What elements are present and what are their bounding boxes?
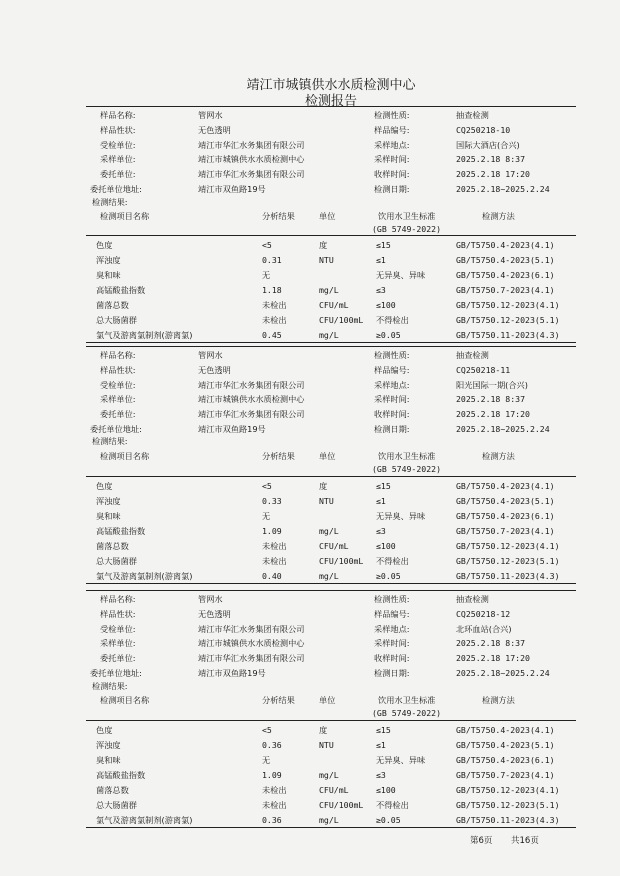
client-address-value: 靖江市双鱼路19号 bbox=[198, 184, 266, 194]
sampling-unit-label: 采样单位: bbox=[100, 638, 136, 649]
sample-nature-value: 无色透明 bbox=[198, 364, 231, 375]
result-unit: CFU/mL bbox=[319, 785, 349, 795]
client-unit-label: 委托单位: bbox=[100, 653, 136, 664]
result-item: 氯气及游离氯制剂(游离氯) bbox=[96, 330, 193, 340]
result-standard: ≤3 bbox=[376, 285, 386, 295]
sampling-time-label: 采样时间: bbox=[374, 638, 410, 649]
sample-number-value: CQ250218-10 bbox=[456, 124, 511, 135]
result-item: 总大肠菌群 bbox=[96, 800, 137, 810]
inspection-type-value: 抽查检测 bbox=[456, 350, 489, 360]
sampling-location-label: 采样地点: bbox=[374, 623, 410, 634]
result-method: GB/T5750.4-2023(6.1) bbox=[456, 755, 555, 765]
sample-nature-label: 样品性状: bbox=[100, 608, 136, 619]
result-method: GB/T5750.12-2023(4.1) bbox=[456, 300, 560, 310]
inspection-type-value: 抽查检测 bbox=[456, 110, 489, 120]
result-value: 1.18 bbox=[262, 285, 282, 295]
result-unit: mg/L bbox=[319, 770, 339, 780]
result-row bbox=[86, 298, 576, 312]
sampling-unit-label: 采样单位: bbox=[100, 394, 136, 405]
result-row bbox=[86, 813, 576, 827]
sample-number-value: CQ250218-11 bbox=[456, 364, 511, 375]
client-address-value: 靖江市双鱼路19号 bbox=[198, 668, 266, 678]
col-unit-header: 单位 bbox=[319, 211, 336, 221]
sampling-unit-value: 靖江市城镇供水水质检测中心 bbox=[198, 154, 305, 165]
result-standard: ≤100 bbox=[376, 785, 396, 795]
sample-name-label: 样品名称: bbox=[100, 110, 136, 120]
sample-number-label: 样品编号: bbox=[374, 124, 410, 135]
col-standard-code: (GB 5749-2022) bbox=[372, 464, 442, 474]
info-row bbox=[86, 378, 576, 392]
result-standard: ≤15 bbox=[376, 240, 391, 250]
result-row bbox=[86, 509, 576, 523]
result-unit: CFU/mL bbox=[319, 541, 349, 551]
results-label: 检测结果: bbox=[92, 436, 128, 446]
result-unit: mg/L bbox=[319, 330, 339, 340]
result-value: <5 bbox=[262, 481, 272, 491]
result-item: 浑浊度 bbox=[96, 740, 121, 750]
info-row bbox=[86, 363, 576, 377]
result-unit: NTU bbox=[319, 255, 334, 265]
result-item: 浑浊度 bbox=[96, 496, 121, 506]
result-method: GB/T5750.4-2023(4.1) bbox=[456, 481, 555, 491]
sampling-time-value: 2025.2.18 8:37 bbox=[456, 154, 526, 165]
sampling-time-value: 2025.2.18 8:37 bbox=[456, 394, 526, 405]
result-row bbox=[86, 798, 576, 812]
result-standard: ≤100 bbox=[376, 541, 396, 551]
col-item-header: 检测项目名称 bbox=[100, 695, 150, 705]
info-row bbox=[86, 138, 576, 152]
info-row bbox=[86, 167, 576, 181]
col-method-header: 检测方法 bbox=[482, 451, 515, 461]
info-row bbox=[86, 666, 576, 680]
result-unit: 度 bbox=[319, 725, 328, 735]
result-unit: mg/L bbox=[319, 815, 339, 825]
results-header bbox=[86, 449, 576, 463]
sample-number-value: CQ250218-12 bbox=[456, 608, 511, 619]
result-value: 未检出 bbox=[262, 800, 287, 810]
receive-time-value: 2025.2.18 17:20 bbox=[456, 653, 530, 664]
result-unit: CFU/100mL bbox=[319, 800, 364, 810]
result-item: 菌落总数 bbox=[96, 785, 129, 795]
result-item: 高锰酸盐指数 bbox=[96, 285, 146, 295]
client-unit-label: 委托单位: bbox=[100, 169, 136, 180]
results-label: 检测结果: bbox=[92, 197, 128, 207]
result-standard: 无异臭、异味 bbox=[376, 755, 426, 765]
result-standard: 不得检出 bbox=[376, 800, 409, 810]
result-value: 1.09 bbox=[262, 770, 282, 780]
test-date-value: 2025.2.18~2025.2.24 bbox=[456, 424, 550, 434]
results-header bbox=[86, 209, 576, 223]
divider bbox=[86, 827, 576, 828]
result-row bbox=[86, 268, 576, 282]
result-unit: NTU bbox=[319, 496, 334, 506]
result-row bbox=[86, 524, 576, 538]
sampling-location-label: 采样地点: bbox=[374, 139, 410, 150]
inspection-type-label: 检测性质: bbox=[374, 594, 410, 604]
result-unit: 度 bbox=[319, 240, 328, 250]
client-address-label: 委托单位地址: bbox=[90, 184, 142, 194]
sample-number-label: 样品编号: bbox=[374, 608, 410, 619]
divider bbox=[86, 590, 576, 591]
results-header-standard bbox=[86, 222, 576, 236]
result-row bbox=[86, 783, 576, 797]
col-item-header: 检测项目名称 bbox=[100, 211, 150, 221]
result-row bbox=[86, 569, 576, 583]
receive-time-value: 2025.2.18 17:20 bbox=[456, 169, 530, 180]
sampling-time-value: 2025.2.18 8:37 bbox=[456, 638, 526, 649]
sample-number-label: 样品编号: bbox=[374, 364, 410, 375]
inspected-unit-value: 靖江市华汇水务集团有限公司 bbox=[198, 139, 305, 150]
result-row bbox=[86, 723, 576, 737]
sampling-unit-value: 靖江市城镇供水水质检测中心 bbox=[198, 394, 305, 405]
result-standard: ≤1 bbox=[376, 740, 386, 750]
col-method-header: 检测方法 bbox=[482, 211, 515, 221]
sampling-location-value: 北环血站(合兴) bbox=[456, 623, 512, 634]
result-unit: NTU bbox=[319, 740, 334, 750]
result-unit: mg/L bbox=[319, 285, 339, 295]
info-row bbox=[86, 651, 576, 665]
col-standard-code: (GB 5749-2022) bbox=[372, 708, 442, 718]
result-row bbox=[86, 738, 576, 752]
result-method: GB/T5750.12-2023(5.1) bbox=[456, 800, 560, 810]
inspection-type-label: 检测性质: bbox=[374, 350, 410, 360]
result-standard: 无异臭、异味 bbox=[376, 511, 426, 521]
inspected-unit-value: 靖江市华汇水务集团有限公司 bbox=[198, 623, 305, 634]
client-unit-value: 靖江市华汇水务集团有限公司 bbox=[198, 409, 305, 420]
info-row bbox=[86, 622, 576, 636]
col-standard-header: 饮用水卫生标准 bbox=[378, 211, 436, 221]
info-row bbox=[86, 348, 576, 362]
result-row bbox=[86, 238, 576, 252]
sample-nature-value: 无色透明 bbox=[198, 608, 231, 619]
result-row bbox=[86, 753, 576, 767]
result-item: 氯气及游离氯制剂(游离氯) bbox=[96, 571, 193, 581]
sample-nature-value: 无色透明 bbox=[198, 124, 231, 135]
result-row bbox=[86, 283, 576, 297]
client-address-value: 靖江市双鱼路19号 bbox=[198, 424, 266, 434]
result-value: 0.33 bbox=[262, 496, 282, 506]
info-row bbox=[86, 407, 576, 421]
result-standard: ≤15 bbox=[376, 725, 391, 735]
info-row bbox=[86, 636, 576, 650]
divider bbox=[86, 342, 576, 343]
test-date-label: 检测日期: bbox=[374, 424, 410, 434]
result-standard: ≤3 bbox=[376, 770, 386, 780]
info-row bbox=[86, 392, 576, 406]
result-method: GB/T5750.12-2023(5.1) bbox=[456, 556, 560, 566]
result-row bbox=[86, 494, 576, 508]
col-unit-header: 单位 bbox=[319, 695, 336, 705]
result-value: 1.09 bbox=[262, 526, 282, 536]
result-value: 0.40 bbox=[262, 571, 282, 581]
result-method: GB/T5750.12-2023(5.1) bbox=[456, 315, 560, 325]
sample-name-label: 样品名称: bbox=[100, 350, 136, 360]
result-standard: 无异臭、异味 bbox=[376, 270, 426, 280]
test-date-label: 检测日期: bbox=[374, 668, 410, 678]
test-date-label: 检测日期: bbox=[374, 184, 410, 194]
results-header-standard bbox=[86, 462, 576, 476]
result-value: <5 bbox=[262, 725, 272, 735]
result-value: 无 bbox=[262, 755, 271, 765]
result-row bbox=[86, 253, 576, 267]
divider bbox=[86, 346, 576, 347]
result-item: 高锰酸盐指数 bbox=[96, 770, 146, 780]
report-subtitle: 检测报告 bbox=[304, 94, 357, 109]
info-row bbox=[86, 152, 576, 166]
col-item-header: 检测项目名称 bbox=[100, 451, 150, 461]
result-method: GB/T5750.4-2023(4.1) bbox=[456, 240, 555, 250]
result-item: 臭和味 bbox=[96, 511, 121, 521]
inspected-unit-label: 受检单位: bbox=[100, 623, 136, 634]
col-standard-header: 饮用水卫生标准 bbox=[378, 451, 436, 461]
col-standard-code: (GB 5749-2022) bbox=[372, 224, 442, 234]
result-row bbox=[86, 313, 576, 327]
page-number: 第6页 bbox=[470, 836, 493, 846]
result-standard: ≤1 bbox=[376, 255, 386, 265]
result-value: 无 bbox=[262, 270, 271, 280]
result-row bbox=[86, 768, 576, 782]
result-value: 未检出 bbox=[262, 541, 287, 551]
result-method: GB/T5750.4-2023(6.1) bbox=[456, 511, 555, 521]
result-unit: mg/L bbox=[319, 571, 339, 581]
inspection-type-label: 检测性质: bbox=[374, 110, 410, 120]
receive-time-label: 收样时间: bbox=[374, 653, 410, 664]
col-method-header: 检测方法 bbox=[482, 695, 515, 705]
result-standard: ≥0.05 bbox=[376, 571, 401, 581]
sampling-location-value: 阳光国际一期(合兴) bbox=[456, 379, 528, 390]
divider bbox=[86, 235, 576, 236]
result-row bbox=[86, 554, 576, 568]
result-item: 色度 bbox=[96, 725, 113, 735]
result-method: GB/T5750.4-2023(4.1) bbox=[456, 725, 555, 735]
result-item: 总大肠菌群 bbox=[96, 556, 137, 566]
result-standard: ≤100 bbox=[376, 300, 396, 310]
inspected-unit-label: 受检单位: bbox=[100, 379, 136, 390]
sampling-time-label: 采样时间: bbox=[374, 394, 410, 405]
result-item: 氯气及游离氯制剂(游离氯) bbox=[96, 815, 193, 825]
result-item: 色度 bbox=[96, 481, 113, 491]
result-standard: ≤3 bbox=[376, 526, 386, 536]
result-item: 色度 bbox=[96, 240, 113, 250]
result-row bbox=[86, 539, 576, 553]
result-standard: ≥0.05 bbox=[376, 815, 401, 825]
col-result-header: 分析结果 bbox=[262, 451, 295, 461]
result-value: 0.36 bbox=[262, 815, 282, 825]
result-value: 未检出 bbox=[262, 315, 287, 325]
sampling-location-label: 采样地点: bbox=[374, 379, 410, 390]
results-label: 检测结果: bbox=[92, 681, 128, 691]
result-method: GB/T5750.4-2023(6.1) bbox=[456, 270, 555, 280]
inspected-unit-value: 靖江市华汇水务集团有限公司 bbox=[198, 379, 305, 390]
result-value: 未检出 bbox=[262, 300, 287, 310]
receive-time-value: 2025.2.18 17:20 bbox=[456, 409, 530, 420]
client-unit-label: 委托单位: bbox=[100, 409, 136, 420]
sample-name-value: 管网水 bbox=[198, 350, 223, 360]
receive-time-label: 收样时间: bbox=[374, 409, 410, 420]
client-address-label: 委托单位地址: bbox=[90, 668, 142, 678]
result-unit: CFU/mL bbox=[319, 300, 349, 310]
result-method: GB/T5750.7-2023(4.1) bbox=[456, 770, 555, 780]
info-row bbox=[86, 123, 576, 137]
result-item: 总大肠菌群 bbox=[96, 315, 137, 325]
test-date-value: 2025.2.18~2025.2.24 bbox=[456, 184, 550, 194]
result-value: <5 bbox=[262, 240, 272, 250]
col-unit-header: 单位 bbox=[319, 451, 336, 461]
result-standard: 不得检出 bbox=[376, 556, 409, 566]
result-method: GB/T5750.4-2023(5.1) bbox=[456, 740, 555, 750]
inspected-unit-label: 受检单位: bbox=[100, 139, 136, 150]
col-result-header: 分析结果 bbox=[262, 695, 295, 705]
sample-name-value: 管网水 bbox=[198, 110, 223, 120]
result-value: 未检出 bbox=[262, 556, 287, 566]
divider bbox=[86, 583, 576, 584]
results-header bbox=[86, 693, 576, 707]
sample-nature-label: 样品性状: bbox=[100, 124, 136, 135]
result-method: GB/T5750.11-2023(4.3) bbox=[456, 815, 560, 825]
sampling-unit-value: 靖江市城镇供水水质检测中心 bbox=[198, 638, 305, 649]
result-item: 高锰酸盐指数 bbox=[96, 526, 146, 536]
report-page bbox=[86, 0, 576, 876]
result-method: GB/T5750.4-2023(5.1) bbox=[456, 255, 555, 265]
result-item: 菌落总数 bbox=[96, 541, 129, 551]
result-row bbox=[86, 328, 576, 342]
result-standard: ≤15 bbox=[376, 481, 391, 491]
result-item: 菌落总数 bbox=[96, 300, 129, 310]
col-result-header: 分析结果 bbox=[262, 211, 295, 221]
result-item: 臭和味 bbox=[96, 755, 121, 765]
sample-name-value: 管网水 bbox=[198, 594, 223, 604]
client-unit-value: 靖江市华汇水务集团有限公司 bbox=[198, 169, 305, 180]
inspection-type-value: 抽查检测 bbox=[456, 594, 489, 604]
sampling-location-value: 国际大酒店(合兴) bbox=[456, 139, 520, 150]
result-standard: 不得检出 bbox=[376, 315, 409, 325]
result-item: 浑浊度 bbox=[96, 255, 121, 265]
results-header-standard bbox=[86, 706, 576, 720]
result-unit: 度 bbox=[319, 481, 328, 491]
result-method: GB/T5750.12-2023(4.1) bbox=[456, 785, 560, 795]
result-method: GB/T5750.7-2023(4.1) bbox=[456, 285, 555, 295]
result-value: 0.36 bbox=[262, 740, 282, 750]
receive-time-label: 收样时间: bbox=[374, 169, 410, 180]
sample-name-label: 样品名称: bbox=[100, 594, 136, 604]
result-method: GB/T5750.7-2023(4.1) bbox=[456, 526, 555, 536]
sampling-unit-label: 采样单位: bbox=[100, 154, 136, 165]
info-row bbox=[86, 108, 576, 122]
result-method: GB/T5750.12-2023(4.1) bbox=[456, 541, 560, 551]
result-unit: CFU/100mL bbox=[319, 315, 364, 325]
result-standard: ≥0.05 bbox=[376, 330, 401, 340]
result-item: 臭和味 bbox=[96, 270, 121, 280]
result-unit: CFU/100mL bbox=[319, 556, 364, 566]
client-unit-value: 靖江市华汇水务集团有限公司 bbox=[198, 653, 305, 664]
divider bbox=[86, 476, 576, 477]
sample-nature-label: 样品性状: bbox=[100, 364, 136, 375]
info-row bbox=[86, 182, 576, 196]
result-row bbox=[86, 479, 576, 493]
result-value: 未检出 bbox=[262, 785, 287, 795]
page-total: 共16页 bbox=[511, 836, 539, 846]
result-value: 0.45 bbox=[262, 330, 282, 340]
result-value: 无 bbox=[262, 511, 271, 521]
client-address-label: 委托单位地址: bbox=[90, 424, 142, 434]
result-method: GB/T5750.4-2023(5.1) bbox=[456, 496, 555, 506]
sampling-time-label: 采样时间: bbox=[374, 154, 410, 165]
divider bbox=[86, 106, 576, 107]
result-unit: mg/L bbox=[319, 526, 339, 536]
divider bbox=[86, 720, 576, 721]
info-row bbox=[86, 607, 576, 621]
info-row bbox=[86, 592, 576, 606]
result-method: GB/T5750.11-2023(4.3) bbox=[456, 330, 560, 340]
col-standard-header: 饮用水卫生标准 bbox=[378, 695, 436, 705]
result-method: GB/T5750.11-2023(4.3) bbox=[456, 571, 560, 581]
report-title: 靖江市城镇供水水质检测中心 bbox=[246, 78, 416, 93]
test-date-value: 2025.2.18~2025.2.24 bbox=[456, 668, 550, 678]
result-value: 0.31 bbox=[262, 255, 282, 265]
result-standard: ≤1 bbox=[376, 496, 386, 506]
